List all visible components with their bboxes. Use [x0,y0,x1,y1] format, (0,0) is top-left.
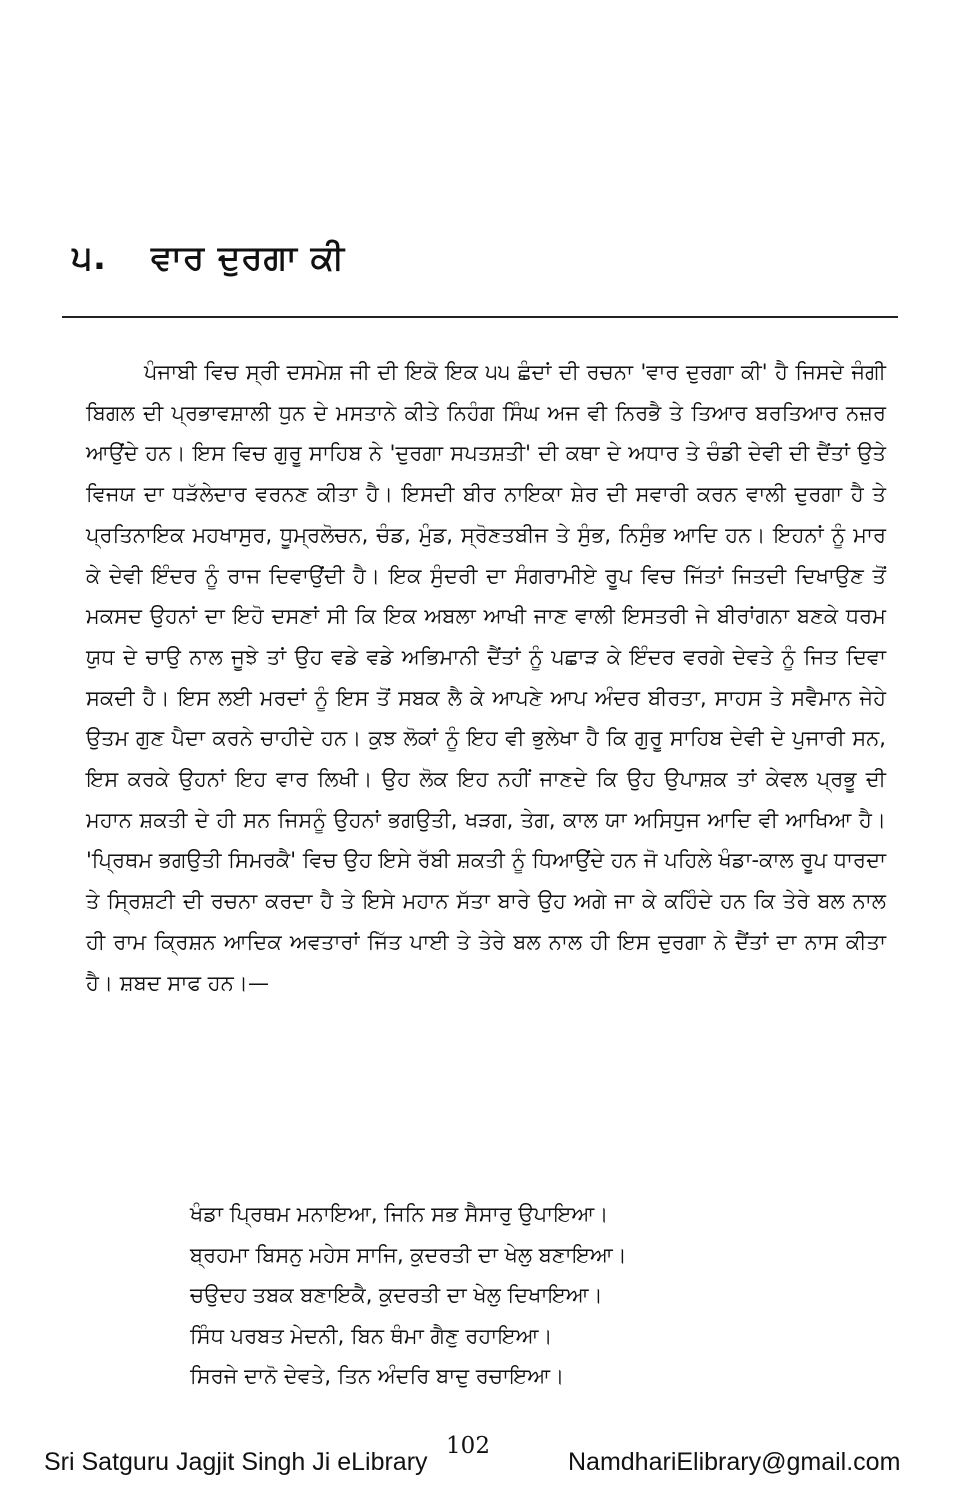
verse-block [190,1194,750,1397]
verse-line: ਬ੍ਰਹਮਾ ਬਿਸਨੁ ਮਹੇਸ ਸਾਜਿ, ਕੁਦਰਤੀ ਦਾ ਖੇਲੁ ਬਣਾਇਆ। [190,1242,627,1267]
page-number: 102 [446,1433,490,1459]
verse-line: ਖੰਡਾ ਪ੍ਰਿਥਮ ਮਨਾਇਆ, ਜਿਨਿ ਸਭ ਸੈਸਾਰੁ ਉਪਾਇਆ। [190,1202,609,1226]
body-paragraph: ਪੰਜਾਬੀ ਵਿਚ ਸ੍ਰੀ ਦਸਮੇਸ਼ ਜੀ ਦੀ ਇਕੋ ਇਕ ੫੫ ਛੰਦਾਂ ਦੀ ਰਚਨਾ 'ਵਾਰ ਦੁਰਗਾ ਕੀ' ਹੈ ਜਿਸਦੇ ਜੰਗੀ ਬਿਗਲ ਦੀ ਪ੍ਰਭਾਵਸ਼ਾਲੀ ਧੁਨ ਦੇ ਮਸਤਾਨੇ ਕੀਤੇ ਨਿਹੰਗ ਸਿੰਘ ਅਜ ਵੀ ਨਿਰਭੈ ਤੇ ਤਿਆਰ ਬਰਤਿਆਰ ਨਜ਼ਰ ਆਉਂਦੇ ਹਨ। ਇਸ ਵਿਚ ਗੁਰੂ ਸਾਹਿਬ ਨੇ 'ਦੁਰਗਾ ਸਪਤਸ਼ਤੀ' ਦੀ ਕਥਾ ਦੇ ਅਧਾਰ ਤੇ ਚੰਡੀ ਦੇਵੀ ਦੀ ਦੈਂਤਾਂ ਉਤੇ ਵਿਜਯ ਦਾ ਧੜੱਲੇਦਾਰ ਵਰਨਣ ਕੀਤਾ ਹੈ। ਇਸਦੀ ਬੀਰ ਨਾਇਕਾ ਸ਼ੇਰ ਦੀ ਸਵਾਰੀ ਕਰਨ ਵਾਲੀ ਦੁਰਗਾ ਹੈ ਤੇ ਪ੍ਰਤਿਨਾਇਕ ਮਹਖਾਸੁਰ, ਧੂਮ੍ਰਲੋਚਨ, ਚੰਡ, ਮੁੰਡ, ਸ੍ਰੋਣਤਬੀਜ ਤੇ ਸੁੰਭ, ਨਿਸੁੰਭ ਆਦਿ ਹਨ। ਇਹਨਾਂ ਨੂੰ ਮਾਰ ਕੇ ਦੇਵੀ ਇੰਦਰ ਨੂੰ ਰਾਜ ਦਿਵਾਉਂਦੀ ਹੈ। ਇਕ ਸੁੰਦਰੀ ਦਾ ਸੰਗਰਾਮੀਏ ਰੂਪ ਵਿਚ ਜਿੱਤਾਂ ਜਿਤਦੀ ਦਿਖਾਉਣ ਤੋਂ ਮਕਸਦ ਉਹਨਾਂ ਦਾ ਇਹੋ ਦਸਣਾਂ ਸੀ ਕਿ ਇਕ ਅਬਲਾ ਆਖੀ ਜਾਣ ਵਾਲੀ ਇਸਤਰੀ ਜੇ ਬੀਰਾਂਗਨਾ ਬਣਕੇ ਧਰਮ ਯੁਧ ਦੇ ਚਾਉ ਨਾਲ ਜੂਝੇ ਤਾਂ ਉਹ ਵਡੇ ਵਡੇ ਅਭਿਮਾਨੀ ਦੈਂਤਾਂ ਨੂੰ ਪਛਾੜ ਕੇ ਇੰਦਰ ਵਰਗੇ ਦੇਵਤੇ ਨੂੰ ਜਿਤ ਦਿਵਾ ਸਕਦੀ ਹੈ। ਇਸ ਲਈ ਮਰਦਾਂ ਨੂੰ ਇਸ ਤੋਂ ਸਬਕ ਲੈ ਕੇ ਆਪਣੇ ਆਪ ਅੰਦਰ ਬੀਰਤਾ, ਸਾਹਸ ਤੇ ਸਵੈਮਾਨ ਜੇਹੇ ਉਤਮ ਗੁਣ ਪੈਦਾ ਕਰਨੇ ਚਾਹੀਦੇ ਹਨ। ਕੁਝ ਲੋਕਾਂ ਨੂੰ ਇਹ ਵੀ ਭੁਲੇਖਾ ਹੈ ਕਿ ਗੁਰੂ ਸਾਹਿਬ ਦੇਵੀ ਦੇ ਪੁਜਾਰੀ ਸਨ, ਇਸ ਕਰਕੇ ਉਹਨਾਂ ਇਹ ਵਾਰ ਲਿਖੀ। ਉਹ ਲੋਕ ਇਹ ਨਹੀਂ ਜਾਣਦੇ ਕਿ ਉਹ ਉਪਾਸ਼ਕ ਤਾਂ ਕੇਵਲ ਪ੍ਰਭੂ ਦੀ ਮਹਾਨ ਸ਼ਕਤੀ ਦੇ ਹੀ ਸਨ ਜਿਸਨੂੰ ਉਹਨਾਂ ਭਗਉਤੀ, ਖੜਗ, ਤੇਗ, ਕਾਲ ਯਾ ਅਸਿਧੁਜ ਆਦਿ ਵੀ ਆਖਿਆ ਹੈ। 'ਪ੍ਰਿਥਮ ਭਗਉਤੀ ਸਿਮਰਕੈ' ਵਿਚ ਉਹ ਇਸੇ ਰੱਬੀ ਸ਼ਕਤੀ ਨੂੰ ਧਿਆਉਂਦੇ ਹਨ ਜੋ ਪਹਿਲੇ ਖੰਡਾ-ਕਾਲ ਰੂਪ ਧਾਰਦਾ ਤੇ ਸ੍ਰਿਸ਼ਟੀ ਦੀ ਰਚਨਾ ਕਰਦਾ ਹੈ ਤੇ ਇਸੇ ਮਹਾਨ ਸੱਤਾ ਬਾਰੇ ਉਹ ਅਗੇ ਜਾ ਕੇ ਕਹਿੰਦੇ ਹਨ ਕਿ ਤੇਰੇ ਬਲ ਨਾਲ ਹੀ ਰਾਮ ਕ੍ਰਿਸ਼ਨ ਆਦਿਕ ਅਵਤਾਰਾਂ ਜਿੱਤ ਪਾਈ ਤੇ ਤੇਰੇ ਬਲ ਨਾਲ ਹੀ ਇਸ ਦੁਰਗਾ ਨੇ ਦੈਂਤਾਂ ਦਾ ਨਾਸ ਕੀਤਾ ਹੈ। ਸ਼ਬਦ ਸਾਫ ਹਨ।— [86,360,886,995]
chapter-heading [72,238,345,278]
chapter-title: ਵਾਰ ਦੁਰਗਾ ਕੀ [150,238,346,278]
verse-line: ਚਉਦਹ ਤਬਕ ਬਣਾਇਕੈ, ਕੁਦਰਤੀ ਦਾ ਖੇਲੁ ਦਿਖਾਇਆ। [190,1283,603,1307]
library-email: NamdhariElibrary@gmail.com [568,1448,901,1476]
library-name: Sri Satguru Jagjit Singh Ji eLibrary [44,1448,428,1476]
chapter-number: ੫. [72,238,107,278]
verse-line: ਸਿੰਧ ਪਰਬਤ ਮੇਦਨੀ, ਬਿਨ ਥੰਮਾ ਗੈਣੁ ਰਹਾਇਆ। [190,1323,553,1348]
verse-line: ਸਿਰਜੇ ਦਾਨੋ ਦੇਵਤੇ, ਤਿਨ ਅੰਦਰਿ ਬਾਦੁ ਰਚਾਇਆ। [190,1364,565,1388]
heading-divider [62,316,898,318]
